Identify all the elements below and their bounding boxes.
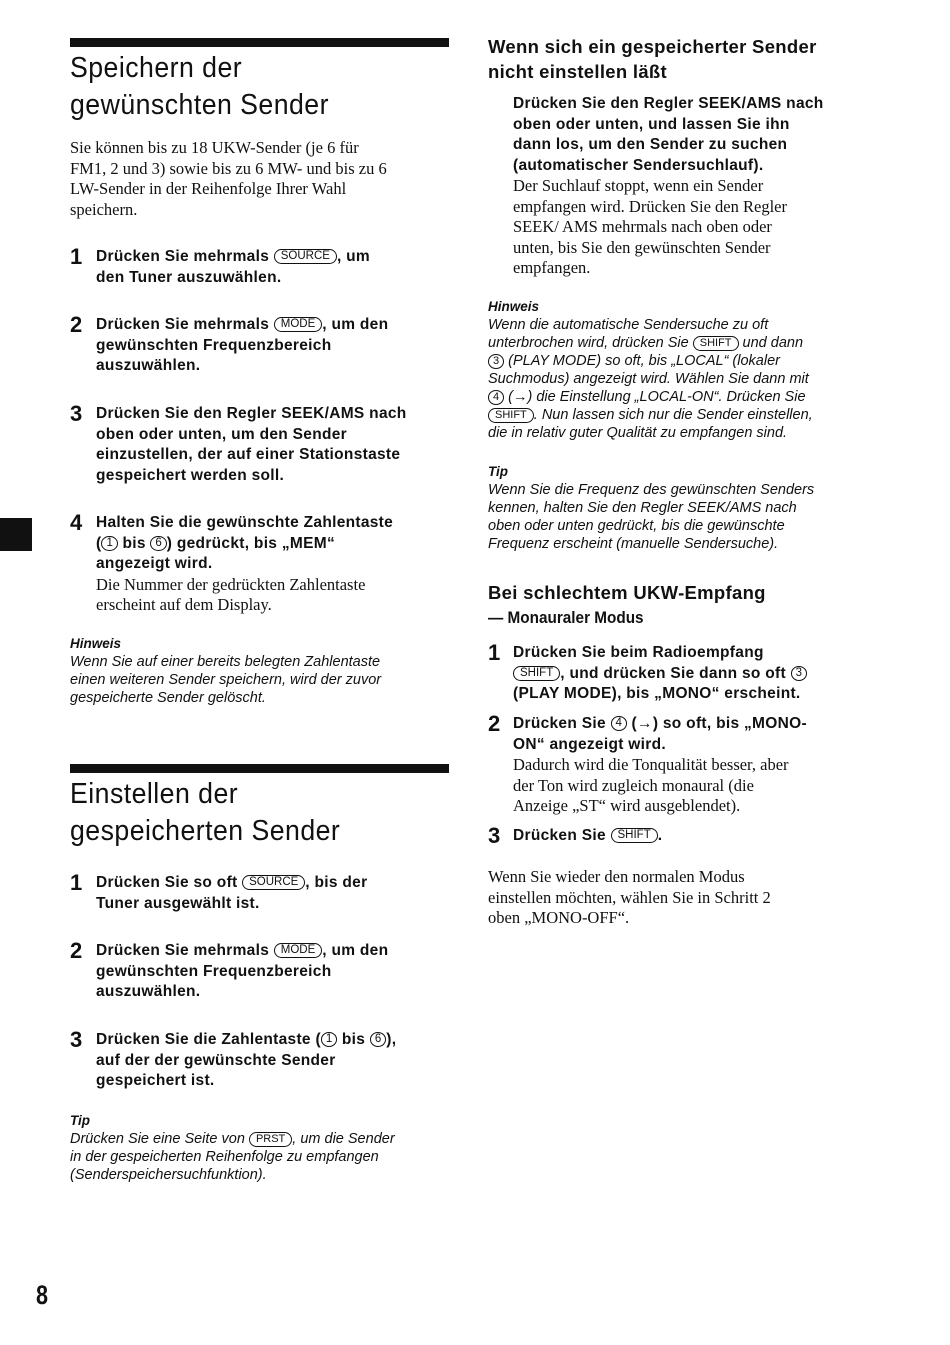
text: und dann: [738, 335, 804, 351]
text-line: Drücken Sie den Regler SEEK/AMS nach: [96, 405, 407, 422]
step-description: Der Suchlauf stoppt, wenn ein Sender: [513, 176, 764, 195]
intro-paragraph: [70, 138, 460, 220]
text-line: LW-Sender in der Reihenfolge Ihrer Wahl: [70, 179, 347, 198]
text: ) so oft, bis „MONO-: [652, 715, 807, 732]
text: . Nun lassen sich nur die Sender einstellen,: [533, 407, 813, 423]
shift-key: SHIFT: [488, 408, 534, 423]
text-line: speichern.: [70, 199, 138, 219]
text-line: Suchmodus) angezeigt wird. Wählen Sie dann mit: [488, 371, 809, 387]
text-line: [96, 534, 456, 555]
text-line: angezeigt wird.: [96, 555, 213, 572]
number-key-1: 1: [101, 536, 117, 551]
step-number: 3: [70, 1027, 83, 1052]
step-number: 1: [70, 870, 83, 895]
text: Drücken Sie: [513, 715, 611, 732]
text-line: gespeichert werden soll.: [96, 466, 285, 484]
text-line: Tuner ausgewählt ist.: [96, 894, 260, 912]
text-line: gespeichert ist.: [96, 1072, 215, 1089]
note-text: [70, 653, 460, 707]
text-line: Halten Sie die gewünschte Zahlentaste: [96, 514, 394, 531]
mode-key: MODE: [274, 317, 323, 332]
step-text: [96, 513, 456, 616]
text-line: [488, 352, 888, 370]
section-title-speichern: [70, 50, 429, 124]
tip-text: [70, 1130, 460, 1184]
text: Drücken Sie mehrmals: [96, 248, 274, 265]
step-text: [96, 315, 456, 377]
text-line: oben oder unten, und lassen Sie ihn: [513, 115, 790, 133]
step-number: 3: [70, 401, 83, 426]
text: (PLAY MODE) so oft, bis „LOCAL“ (lokaler: [504, 353, 780, 369]
seek-instruction: [513, 94, 883, 279]
text-line: (automatischer Sendersuchlauf).: [513, 156, 764, 174]
text-line: auf der der gewünschte Sender: [96, 1051, 336, 1069]
step-number: 3: [488, 823, 501, 848]
number-key-6: 6: [150, 536, 166, 551]
text: Drücken Sie mehrmals: [96, 316, 274, 333]
section-rule-top: [70, 764, 449, 773]
text-line: ON“ angezeigt wird.: [513, 735, 666, 753]
step-text: [96, 247, 456, 288]
text: unterbrochen wird, drücken Sie: [488, 335, 693, 351]
source-key: SOURCE: [274, 249, 337, 264]
tip-heading: Tip: [70, 1113, 90, 1128]
text-line: Wenn Sie die Frequenz des gewünschten Senders: [488, 482, 815, 498]
text-line: [513, 826, 883, 847]
step-description: Anzeige „ST“ wird ausgeblendet).: [513, 796, 741, 815]
number-key-6: 6: [370, 1032, 386, 1047]
text: Drücken Sie die Zahlentaste (: [96, 1031, 321, 1048]
title-line: gewünschten Sender: [70, 89, 329, 121]
step-description: der Ton wird zugleich monaural (die: [513, 775, 754, 795]
text-line: oben oder unten gedrückt, bis die gewünschte: [488, 518, 785, 534]
text: bis: [117, 534, 151, 552]
text-line: [96, 247, 456, 268]
shift-key: SHIFT: [693, 336, 739, 351]
tip-text: [488, 481, 888, 553]
step-number: 1: [70, 244, 83, 269]
step-number: 2: [70, 938, 83, 963]
text-line: oben oder unten, um den Sender: [96, 425, 347, 443]
closing-paragraph: [488, 867, 883, 929]
text-line: Sie können bis zu 18 UKW-Sender (je 6 für: [70, 138, 359, 157]
step-number: 2: [488, 711, 501, 736]
shift-key: SHIFT: [611, 828, 658, 843]
text-line: [96, 1030, 456, 1051]
shift-key: SHIFT: [513, 666, 560, 681]
text: (: [626, 715, 637, 732]
text: bis: [337, 1031, 370, 1048]
text: , um die Sender: [292, 1131, 395, 1147]
text-line: Wenn Sie wieder den normalen Modus: [488, 867, 745, 886]
text-line: [70, 1130, 460, 1148]
step-number: 4: [70, 510, 83, 535]
text-line: (Senderspeichersuchfunktion).: [70, 1167, 267, 1183]
text-line: einstellen möchten, wählen Sie in Schritt 2: [488, 887, 771, 907]
step-description: erscheint auf dem Display.: [96, 595, 272, 614]
text-line: (PLAY MODE), bis „MONO“ erscheint.: [513, 685, 801, 702]
note-text: [488, 316, 888, 442]
text: Drücken Sie mehrmals: [96, 942, 274, 959]
title-line: Speichern der: [70, 52, 243, 84]
step-text: [513, 714, 883, 817]
text-line: Wenn Sie auf einer bereits belegten Zahlentaste: [70, 654, 381, 670]
title-line: Einstellen der: [70, 778, 239, 810]
step-text: [513, 826, 883, 847]
step-text: [96, 873, 456, 914]
text: .: [657, 827, 663, 844]
text-line: Drücken Sie beim Radioempfang: [513, 644, 764, 661]
text-line: [96, 315, 456, 336]
text: , und drücken Sie dann so oft: [560, 664, 791, 682]
text-line: [96, 873, 456, 894]
text: , um den: [322, 316, 389, 333]
text-line: kennen, halten Sie den Regler SEEK/AMS nach: [488, 500, 797, 516]
text-line: gewünschten Frequenzbereich: [96, 962, 332, 980]
text: ),: [386, 1031, 397, 1048]
text: (: [96, 534, 102, 552]
step-description: SEEK/ AMS mehrmals nach oben oder: [513, 217, 772, 236]
text-line: [513, 664, 883, 685]
text-line: [513, 714, 883, 735]
text-line: in der gespeicherten Reihenfolge zu empfangen: [70, 1149, 379, 1165]
step-description: empfangen.: [513, 258, 591, 277]
text-line: einzustellen, der auf einer Stationstaste: [96, 446, 401, 463]
text-line: oben „MONO-OFF“.: [488, 908, 630, 927]
text-line: [488, 334, 888, 352]
step-number: 2: [70, 312, 83, 337]
text: , um den: [322, 942, 389, 959]
number-key-3: 3: [791, 666, 807, 681]
number-key-4: 4: [488, 390, 504, 405]
text-line: nicht einstellen läßt: [488, 61, 667, 82]
chapter-tab-marker: [0, 518, 32, 551]
arrow-right-icon: →: [637, 715, 653, 732]
text-line: Wenn die automatische Sendersuche zu oft: [488, 317, 769, 333]
title-line: gespeicherten Sender: [70, 815, 341, 847]
text-line: gewünschten Frequenzbereich: [96, 336, 332, 354]
text: Drücken Sie: [513, 827, 611, 844]
text: , um: [336, 248, 371, 265]
source-key: SOURCE: [242, 875, 305, 890]
text: ) die Einstellung „LOCAL-ON“. Drücken Sie: [527, 389, 806, 405]
text-line: Drücken Sie den Regler SEEK/AMS nach: [513, 95, 824, 112]
page-number: 8: [36, 1280, 49, 1310]
text-line: den Tuner auszuwählen.: [96, 268, 282, 286]
text-line: auszuwählen.: [96, 983, 201, 1000]
text-line: [96, 941, 456, 962]
step-text: [96, 941, 456, 1003]
note-heading: Hinweis: [70, 636, 122, 651]
text: Drücken Sie so oft: [96, 874, 243, 891]
text-line: die in relativ guter Qualität zu empfangen sind.: [488, 425, 788, 441]
number-key-4: 4: [611, 716, 627, 731]
subsection-heading-manual-store: [488, 34, 888, 84]
text: Drücken Sie eine Seite von: [70, 1131, 249, 1147]
prst-key: PRST: [249, 1132, 292, 1147]
section-title-einstellen: [70, 776, 429, 850]
step-description: unten, bis Sie den gewünschten Sender: [513, 237, 771, 257]
number-key-1: 1: [321, 1032, 337, 1047]
step-text: [96, 404, 456, 486]
step-number: 1: [488, 640, 501, 665]
subsection-subheading: — Monauraler Modus: [488, 608, 644, 627]
text-line: gespeicherte Sender gelöscht.: [70, 690, 266, 706]
text: ) gedrückt, bis „MEM“: [166, 534, 335, 552]
step-description: empfangen wird. Drücken Sie den Regler: [513, 196, 787, 216]
section-rule-top: [70, 38, 449, 47]
text-line: dann los, um den Sender zu suchen: [513, 136, 788, 153]
text-line: [488, 388, 888, 406]
text-line: einen weiteren Sender speichern, wird der zuvor: [70, 672, 382, 688]
text: , bis der: [305, 874, 368, 891]
text: (: [504, 389, 513, 405]
text-line: Frequenz erscheint (manuelle Sendersuche).: [488, 536, 779, 552]
note-heading: Hinweis: [488, 299, 540, 314]
step-description: Dadurch wird die Tonqualität besser, aber: [513, 755, 789, 774]
text-line: auszuwählen.: [96, 357, 201, 374]
subsection-heading-mono: Bei schlechtem UKW-Empfang: [488, 582, 766, 603]
text-line: FM1, 2 und 3) sowie bis zu 6 MW- und bis zu 6: [70, 158, 387, 178]
arrow-right-icon: →: [512, 389, 528, 405]
step-text: [96, 1030, 456, 1092]
text-line: [488, 406, 888, 424]
text-line: Wenn sich ein gespeicherter Sender: [488, 36, 817, 57]
mode-key: MODE: [274, 943, 323, 958]
step-description: Die Nummer der gedrückten Zahlentaste: [96, 574, 366, 594]
number-key-3: 3: [488, 354, 504, 369]
tip-heading: Tip: [488, 464, 508, 479]
step-text: [513, 643, 883, 705]
